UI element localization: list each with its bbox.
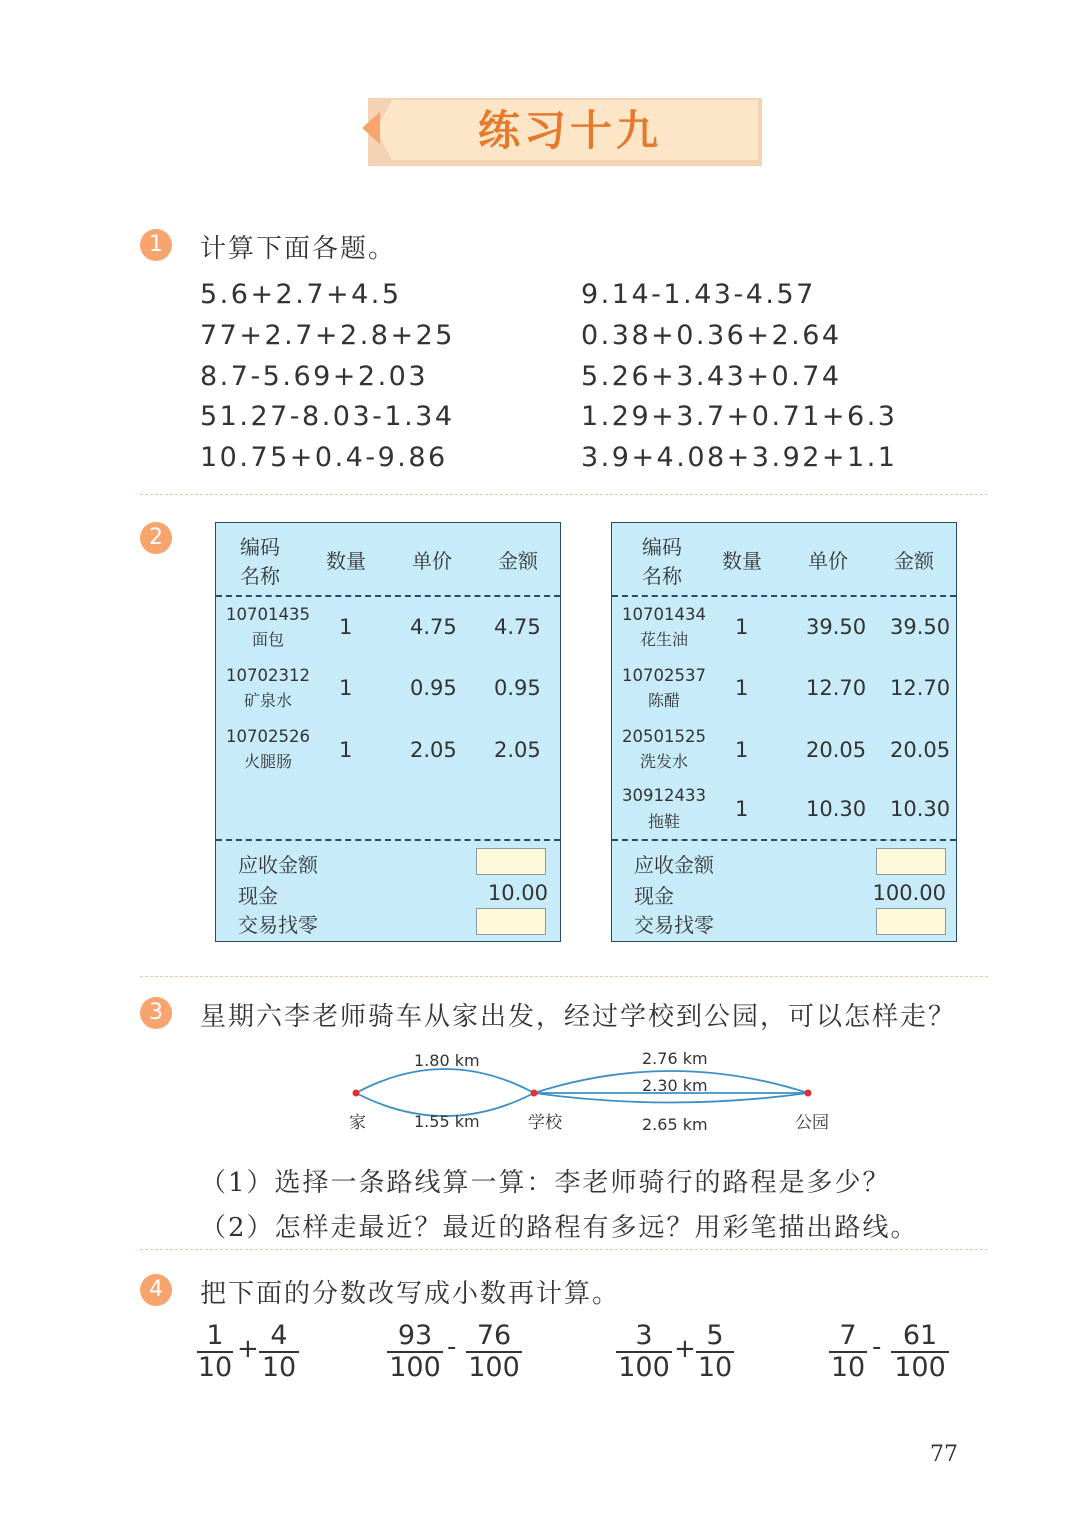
distance-label: 1.55 km bbox=[414, 1112, 480, 1131]
cash-label: 现金 bbox=[238, 884, 278, 908]
calc-item: 77+2.7+2.8+25 bbox=[200, 320, 455, 351]
calc-item: 8.7-5.69+2.03 bbox=[200, 361, 429, 392]
item-amount: 4.75 bbox=[494, 615, 541, 639]
item-code: 10702312 bbox=[226, 666, 310, 685]
operator: + bbox=[237, 1334, 259, 1364]
item-code: 10701434 bbox=[622, 605, 706, 624]
denominator: 10 bbox=[261, 1352, 297, 1383]
item-amount: 10.30 bbox=[890, 797, 951, 821]
header-amount: 金额 bbox=[894, 549, 934, 573]
fraction bbox=[387, 1322, 443, 1382]
numerator: 1 bbox=[197, 1322, 233, 1353]
calc-item: 10.75+0.4-9.86 bbox=[200, 442, 448, 473]
item-price: 2.05 bbox=[410, 738, 457, 762]
place-school: 学校 bbox=[528, 1113, 562, 1133]
receipt-divider bbox=[612, 595, 956, 597]
section-divider bbox=[140, 1249, 988, 1250]
q4-prompt: 把下面的分数改写成小数再计算。 bbox=[200, 1279, 621, 1309]
receipt-divider bbox=[216, 595, 560, 597]
question-number-1: 1 bbox=[140, 229, 172, 261]
receipt-1 bbox=[215, 522, 561, 942]
due-label: 应收金额 bbox=[238, 853, 318, 877]
q1-prompt: 计算下面各题。 bbox=[200, 234, 397, 264]
school-dot bbox=[531, 1090, 538, 1097]
item-qty: 1 bbox=[735, 797, 749, 821]
denominator: 10 bbox=[197, 1352, 233, 1383]
distance-label: 2.76 km bbox=[642, 1049, 708, 1068]
operator: - bbox=[447, 1332, 457, 1362]
section-divider bbox=[140, 976, 988, 977]
item-price: 39.50 bbox=[806, 615, 867, 639]
header-qty: 数量 bbox=[326, 549, 366, 573]
item-amount: 20.05 bbox=[890, 738, 951, 762]
item-code: 10702526 bbox=[226, 727, 310, 746]
item-name: 洗发水 bbox=[639, 752, 688, 771]
section-divider bbox=[140, 494, 988, 495]
calc-item: 51.27-8.03-1.34 bbox=[200, 401, 455, 432]
numerator: 76 bbox=[466, 1322, 522, 1353]
route-home-school-top bbox=[356, 1069, 534, 1093]
numerator: 93 bbox=[387, 1322, 443, 1353]
numerator: 5 bbox=[696, 1322, 734, 1353]
fraction bbox=[829, 1322, 867, 1382]
calc-item: 9.14-1.43-4.57 bbox=[581, 279, 816, 310]
fraction bbox=[696, 1322, 734, 1382]
question-number-3: 3 bbox=[140, 997, 172, 1029]
place-park: 公园 bbox=[795, 1113, 829, 1133]
item-price: 10.30 bbox=[806, 797, 867, 821]
item-amount: 0.95 bbox=[494, 676, 541, 700]
item-code: 10702537 bbox=[622, 666, 706, 685]
fraction bbox=[616, 1322, 672, 1382]
item-code: 30912433 bbox=[622, 786, 706, 805]
change-answer-box[interactable] bbox=[476, 908, 546, 935]
item-qty: 1 bbox=[735, 738, 749, 762]
due-answer-box[interactable] bbox=[476, 848, 546, 875]
denominator: 10 bbox=[830, 1352, 866, 1383]
item-price: 4.75 bbox=[410, 615, 457, 639]
header-price: 单价 bbox=[412, 549, 452, 573]
change-label: 交易找零 bbox=[238, 913, 318, 937]
item-code: 10701435 bbox=[226, 605, 310, 624]
item-qty: 1 bbox=[339, 615, 353, 639]
fraction bbox=[466, 1322, 522, 1382]
item-name: 花生油 bbox=[639, 630, 688, 649]
item-price: 12.70 bbox=[806, 676, 867, 700]
item-price: 20.05 bbox=[806, 738, 867, 762]
home-dot bbox=[353, 1090, 360, 1097]
header-price: 单价 bbox=[808, 549, 848, 573]
q3-sub1: （1）选择一条路线算一算：李老师骑行的路程是多少？ bbox=[200, 1168, 891, 1198]
item-qty: 1 bbox=[735, 615, 749, 639]
receipt-2 bbox=[611, 522, 957, 942]
distance-label: 2.30 km bbox=[642, 1076, 708, 1095]
numerator: 61 bbox=[891, 1322, 949, 1353]
item-name: 面包 bbox=[251, 630, 284, 649]
due-label: 应收金额 bbox=[634, 853, 714, 877]
denominator: 100 bbox=[618, 1352, 670, 1383]
item-price: 0.95 bbox=[410, 676, 457, 700]
header-code: 编码 bbox=[642, 535, 682, 559]
distance-label: 1.80 km bbox=[414, 1051, 480, 1070]
calc-item: 5.26+3.43+0.74 bbox=[581, 361, 842, 392]
cash-value: 10.00 bbox=[487, 881, 548, 905]
change-label: 交易找零 bbox=[634, 913, 714, 937]
item-qty: 1 bbox=[339, 676, 353, 700]
item-amount: 12.70 bbox=[890, 676, 951, 700]
header-name: 名称 bbox=[642, 564, 682, 588]
item-amount: 39.50 bbox=[890, 615, 951, 639]
receipt-divider bbox=[216, 839, 560, 841]
cash-value: 100.00 bbox=[872, 881, 946, 905]
fraction bbox=[197, 1322, 233, 1382]
place-home: 家 bbox=[349, 1113, 366, 1133]
header-name: 名称 bbox=[240, 564, 280, 588]
denominator: 10 bbox=[697, 1352, 733, 1383]
denominator: 100 bbox=[894, 1352, 946, 1383]
denominator: 100 bbox=[468, 1352, 520, 1383]
due-answer-box[interactable] bbox=[876, 848, 946, 875]
q3-prompt: 星期六李老师骑车从家出发，经过学校到公园，可以怎样走？ bbox=[200, 1002, 957, 1032]
denominator: 100 bbox=[389, 1352, 441, 1383]
header-amount: 金额 bbox=[498, 549, 538, 573]
item-code: 20501525 bbox=[622, 727, 706, 746]
page-number: 77 bbox=[930, 1442, 958, 1467]
header-qty: 数量 bbox=[722, 549, 762, 573]
page-title: 练习十九 bbox=[477, 106, 662, 155]
item-name: 火腿肠 bbox=[243, 752, 292, 771]
park-dot bbox=[805, 1090, 812, 1097]
operator: + bbox=[674, 1334, 696, 1364]
numerator: 7 bbox=[829, 1322, 867, 1353]
q3-sub2: （2）怎样走最近？最近的路程有多远？用彩笔描出路线。 bbox=[200, 1213, 919, 1243]
calc-item: 3.9+4.08+3.92+1.1 bbox=[581, 442, 898, 473]
item-qty: 1 bbox=[735, 676, 749, 700]
item-name: 拖鞋 bbox=[647, 812, 680, 831]
calc-item: 0.38+0.36+2.64 bbox=[581, 320, 842, 351]
distance-label: 2.65 km bbox=[642, 1115, 708, 1134]
question-number-2: 2 bbox=[140, 522, 172, 554]
item-amount: 2.05 bbox=[494, 738, 541, 762]
numerator: 3 bbox=[616, 1322, 672, 1353]
cash-label: 现金 bbox=[634, 884, 674, 908]
fraction bbox=[891, 1322, 949, 1382]
fraction bbox=[259, 1322, 299, 1382]
change-answer-box[interactable] bbox=[876, 908, 946, 935]
header-code: 编码 bbox=[240, 535, 280, 559]
item-name: 矿泉水 bbox=[243, 691, 292, 710]
question-number-4: 4 bbox=[140, 1274, 172, 1306]
calc-item: 5.6+2.7+4.5 bbox=[200, 279, 402, 310]
item-qty: 1 bbox=[339, 738, 353, 762]
calc-item: 1.29+3.7+0.71+6.3 bbox=[581, 401, 898, 432]
item-name: 陈醋 bbox=[647, 691, 680, 710]
operator: - bbox=[872, 1332, 882, 1362]
receipt-divider bbox=[612, 839, 956, 841]
numerator: 4 bbox=[259, 1322, 299, 1353]
